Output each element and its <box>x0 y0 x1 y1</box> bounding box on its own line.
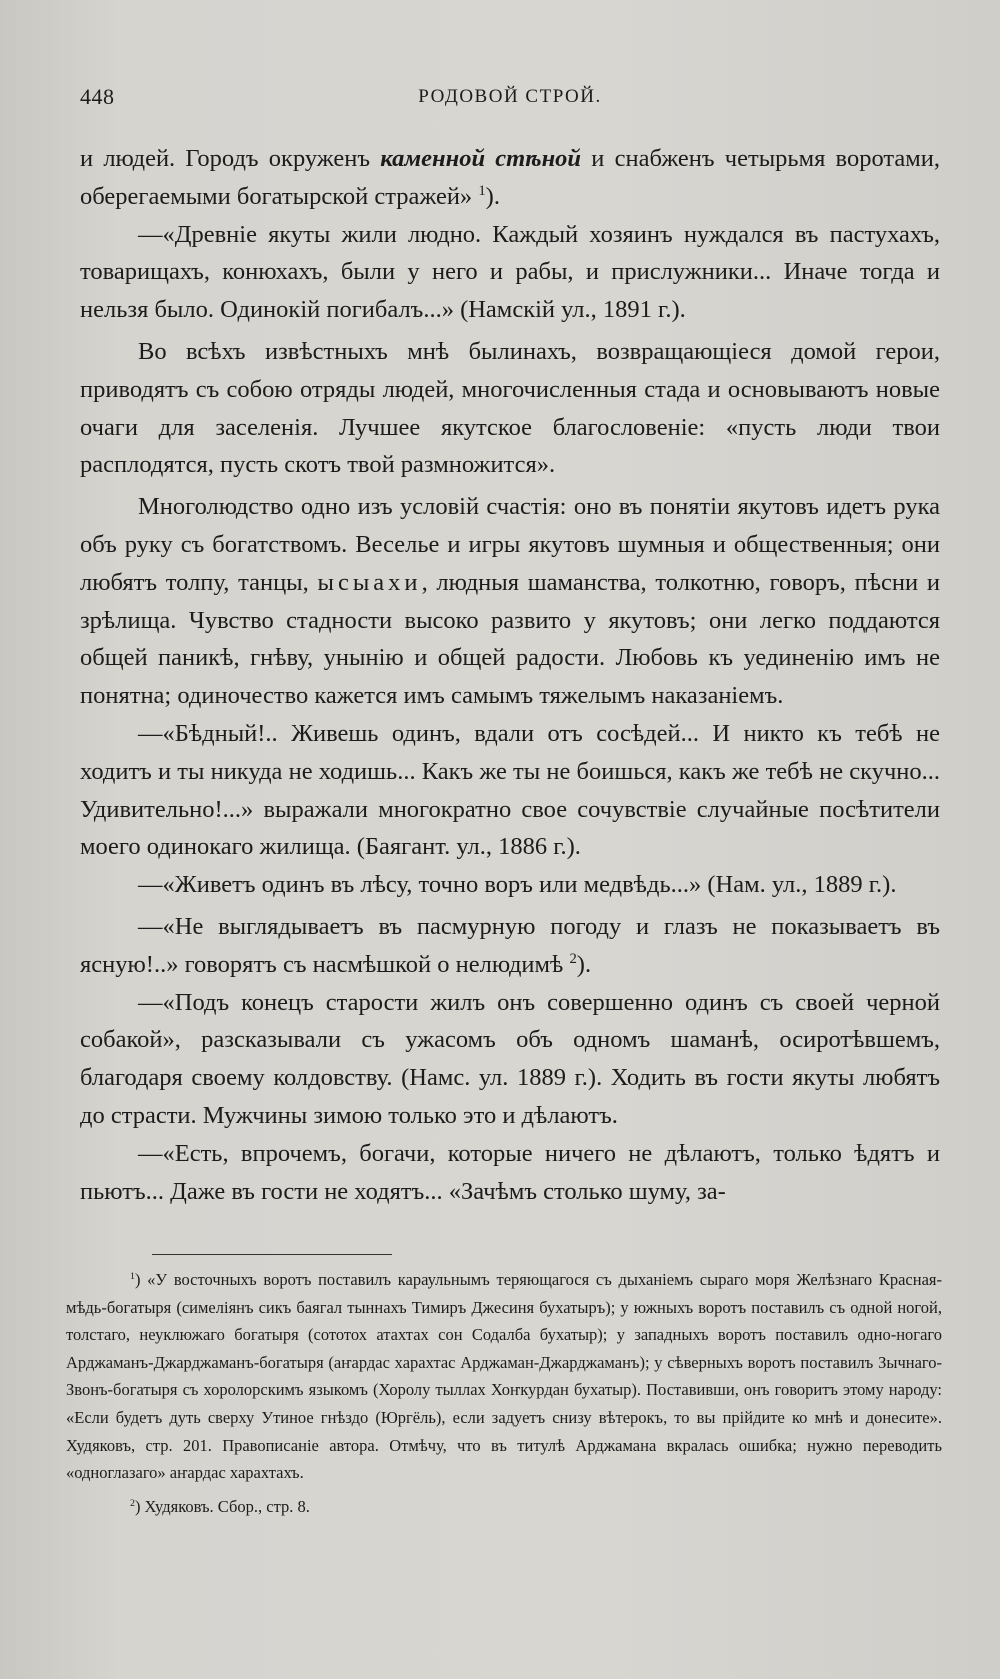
footnote-2 <box>66 1493 942 1521</box>
page-number: 448 <box>80 84 115 109</box>
text-run: , людныя шаманства, толкотню, говоръ, пѣсни и зрѣлища. Чувство стадности высоко развито у якутовъ; они легко поддаются общей паникѣ, гнѣву, унынію и общей радости. Любовь къ уединенію имъ не понятна; одиночество кажется имъ самымъ тяжелымъ наказаніемъ. <box>80 568 940 710</box>
paragraph: —«Бѣдный!.. Живешь одинъ, вдали отъ сосѣдей... И никто къ тебѣ не ходитъ и ты никуда не ходишь... Какъ же ты не боишься, какъ же тебѣ не скучно... Удивительно!...» выражали многократно свое сочувствіе случайные посѣтители моего одинокаго жилища. (Баягант. ул., 1886 г.). <box>80 719 940 861</box>
text-run: ). <box>485 182 500 210</box>
footnote-ref: 2 <box>569 950 577 967</box>
main-text <box>80 140 940 1210</box>
footnote-text: ) Худяковъ. Сбор., стр. 8. <box>134 1496 310 1516</box>
paragraph <box>80 140 940 216</box>
paragraph: —«Древніе якуты жили людно. Каждый хозяинъ нуждался въ пастухахъ, товарищахъ, конюхахъ, были у него и рабы, и прислужники... Иначе тогда и нельзя было. Одинокій погибалъ...» (Намскій ул., 1891 г.). <box>80 220 940 324</box>
text-run: и снабженъ четырьмя воротами, оберегаемыми богатырской стражей» <box>80 145 941 210</box>
text-run: —«Не выглядываетъ въ пасмурную погоду и глазъ не показываетъ въ ясную!..» говорятъ съ насмѣшкой о нелюдимѣ <box>80 912 940 978</box>
paragraph: —«Живетъ одинъ въ лѣсу, точно воръ или медвѣдь...» (Нам. ул., 1889 г.). <box>138 871 897 899</box>
spaced-term: ысыахи <box>317 568 422 596</box>
text-run: ). <box>576 950 592 978</box>
footnote-mark: 2 <box>130 1497 135 1509</box>
text-run: Многолюдство одно изъ условій счастія: оно въ понятіи якутовъ идетъ рука объ руку съ богатствомъ. Веселье и игры якутовъ шумныя и общественныя; они любятъ толпу, танцы, <box>80 493 940 596</box>
text-run: и людей. Городъ окруженъ <box>80 145 381 172</box>
footnote-ref: 1 <box>478 182 486 199</box>
footnote-mark: 1 <box>130 1271 135 1283</box>
footnote-text: ) «У восточныхъ воротъ поставилъ караульнымъ теряющагося съ дыханіемъ сыраго моря Желѣзнаго Красная-мѣдь-богатыря (симеліянъ сикъ баягал тыннахъ Тимиръ Джесиня бухатыръ); у южныхъ воротъ поставилъ съ одной ногой, толстаго, неуклюжаго богатыря (сототох атахтах сон Содалба бухатыр); у западныхъ воротъ поставилъ одно-ногаго Арджаманъ-Джарджаманъ-богатыря (аҥардас харахтас Арджаман-Джарджаманъ); у сѣверныхъ воротъ поставилъ Зычнаго-Звонъ-богатыря съ хоролорскимъ языкомъ (Хоролу тыллах Хоҥкурдан бухатыр). Поставивши, онъ говоритъ этому народу: «Если будетъ дуть сверху Утиное гнѣздо (Юргёль), если задуетъ снизу вѣтерокъ, то вы прійдите ко мнѣ и донесите». Худяковъ, стр. 201. Правописаніе автора. Отмѣчу, что въ титулѣ Арджамана вкралась ошибка; нужно переводить «одноглазаго» аҥардас харахтахъ. <box>66 1270 942 1483</box>
footnote-divider <box>152 1254 392 1255</box>
paragraph: —«Есть, впрочемъ, богачи, которые ничего не дѣлаютъ, только ѣдятъ и пьютъ... Даже въ гости не ходятъ... «Зачѣмъ столько шуму, за- <box>80 1139 940 1205</box>
paragraph <box>80 488 940 715</box>
italic-phrase: каменной стѣной <box>380 145 582 172</box>
page-header <box>80 84 940 114</box>
footnote-1 <box>66 1266 942 1487</box>
footnotes <box>66 1266 942 1520</box>
paragraph: —«Подъ конецъ старости жилъ онъ совершенно одинъ съ своей черной собакой», разсказывали съ ужасомъ объ одномъ шаманѣ, осиротѣвшемъ, благодаря своему колдовству. (Намс. ул. 1889 г.). Ходить въ гости якуты любятъ до страсти. Мужчины зимою только это и дѣлаютъ. <box>80 988 940 1129</box>
paragraph <box>80 908 940 984</box>
paragraph: Во всѣхъ извѣстныхъ мнѣ былинахъ, возвращающіеся домой герои, приводятъ съ собою отряды людей, многочисленныя стада и основываютъ новые очаги для заселенія. Лучшее якутское благословеніе: «пусть люди твои расплодятся, пусть скотъ твой размножится». <box>80 337 940 479</box>
running-head: РОДОВОЙ СТРОЙ. <box>418 86 602 107</box>
